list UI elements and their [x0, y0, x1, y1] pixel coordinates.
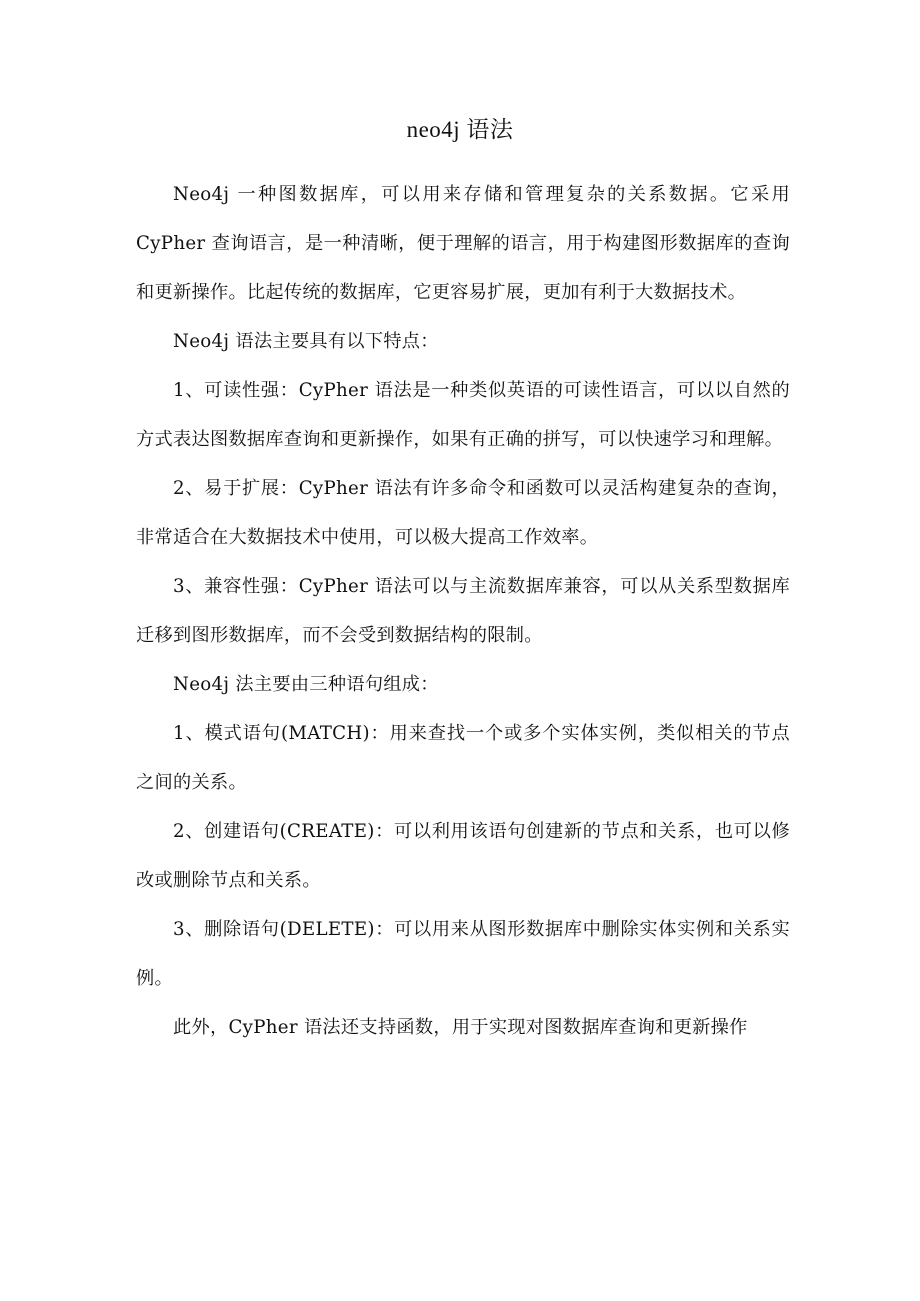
document-body: [136, 170, 790, 1052]
document-title: neo4j 语法: [406, 117, 514, 142]
paragraph-statement-delete: 3、删除语句(DELETE)：可以用来从图形数据库中删除实体实例和关系实例。: [136, 919, 790, 989]
paragraph-features-heading: Neo4j 语法主要具有以下特点：: [173, 331, 439, 352]
paragraph-feature-extensibility: 2、易于扩展：CyPher 语法有许多命令和函数可以灵活构建复杂的查询，非常适合在大数据技术中使用，可以极大提高工作效率。: [136, 478, 790, 548]
paragraph-feature-readability: 1、可读性强：CyPher 语法是一种类似英语的可读性语言，可以以自然的方式表达图数据库查询和更新操作，如果有正确的拼写，可以快速学习和理解。: [136, 380, 790, 450]
paragraph-statement-create: 2、创建语句(CREATE)：可以利用该语句创建新的节点和关系，也可以修改或删除节点和关系。: [136, 821, 790, 891]
paragraph-statements-heading: Neo4j 法主要由三种语句组成：: [173, 674, 439, 695]
paragraph-feature-compatibility: 3、兼容性强：CyPher 语法可以与主流数据库兼容，可以从关系型数据库迁移到图形数据库，而不会受到数据结构的限制。: [136, 576, 790, 646]
paragraph-statement-match: 1、模式语句(MATCH)：用来查找一个或多个实体实例，类似相关的节点之间的关系。: [136, 723, 790, 793]
paragraph-functions: 此外，CyPher 语法还支持函数，用于实现对图数据库查询和更新操作: [173, 1017, 748, 1038]
paragraph-intro: Neo4j 一种图数据库，可以用来存储和管理复杂的关系数据。它采用 CyPher 查询语言，是一种清晰，便于理解的语言，用于构建图形数据库的查询和更新操作。比起传统的数据库，它更容易扩展，更加有利于大数据技术。: [136, 184, 790, 303]
